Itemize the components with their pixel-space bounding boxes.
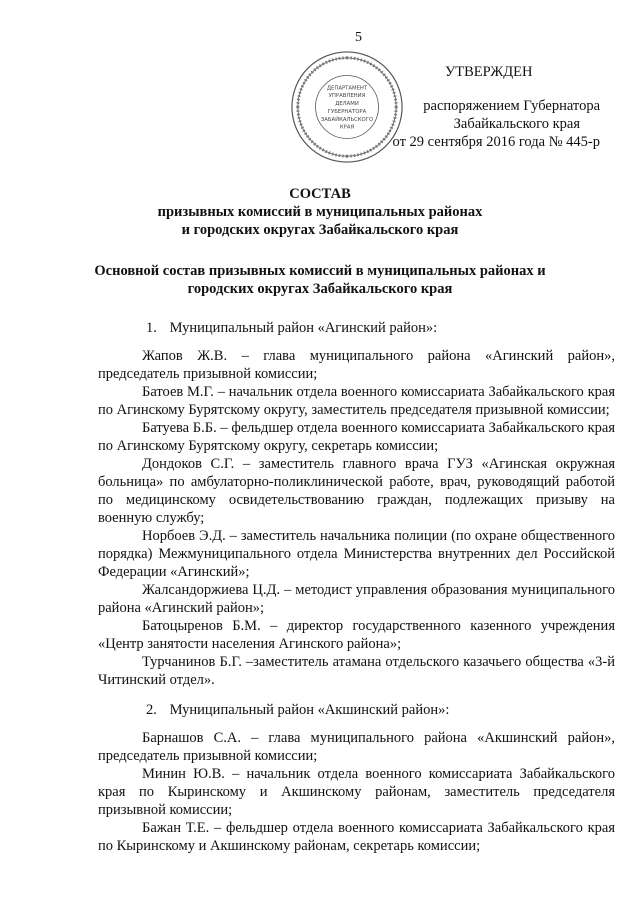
document-subtitle: [60, 262, 580, 298]
section-number: 1.: [146, 320, 157, 336]
stamp-line-1: ДЕПАРТАМЕНТ: [326, 85, 368, 92]
section-heading-1: [98, 319, 615, 337]
section-heading-2: [98, 701, 615, 719]
section-number: 2.: [146, 702, 157, 718]
section-title: Муниципальный район «Агинский район»:: [169, 320, 438, 336]
document-body: [98, 315, 615, 855]
stamp-line-2: УПРАВЛЕНИЯ: [328, 93, 366, 100]
member-item: Батоев М.Г. – начальник отдела военного комиссариата Забайкальского края по Агинскому Бурятскому округу, заместитель председателя призывной комиссии;: [98, 384, 615, 418]
stamp-line-4: ГУБЕРНАТОРА: [327, 108, 367, 115]
stamp-line-5: ЗАБАЙКАЛЬСКОГО: [320, 116, 374, 123]
approval-line-3: от 29 сентября 2016 года № 445-р: [392, 134, 600, 150]
approval-line-2: Забайкальского края: [453, 116, 580, 132]
member-item: Барнашов С.А. – глава муниципального района «Акшинский район», председатель призывной комиссии;: [98, 730, 615, 764]
title-line-2: призывных комиссий в муниципальных районах: [157, 204, 483, 220]
title-line-1: СОСТАВ: [289, 186, 351, 202]
member-item: Норбоев Э.Д. – заместитель начальника полиции (по охране общественного порядка) Межмуниципального отдела Министерства внутренних дел Российской Федерации «Агинский»;: [98, 528, 615, 580]
subtitle-line-2: городских округах Забайкальского края: [187, 281, 453, 297]
member-item: Батоцыренов Б.М. – директор государственного казенного учреждения «Центр занятости населения Агинского района»;: [98, 618, 615, 652]
document-title: [60, 185, 580, 239]
member-item: Бажан Т.Е. – фельдшер отдела военного комиссариата Забайкальского края по Кыринскому и Акшинскому районам, секретарь комиссии;: [98, 820, 615, 854]
section-title: Муниципальный район «Акшинский район»:: [169, 702, 450, 718]
approval-title: УТВЕРЖДЕН: [445, 64, 533, 80]
stamp-line-3: ДЕЛАМИ: [335, 101, 359, 108]
member-item: Турчанинов Б.Г. –заместитель атамана отдельского казачьего общества «3-й Читинский отдел».: [98, 654, 615, 688]
member-item: Жапов Ж.В. – глава муниципального района «Агинский район», председатель призывной комиссии;: [98, 348, 615, 382]
page-number: 5: [355, 30, 362, 45]
official-stamp-seal: [288, 48, 406, 166]
approval-line-1: распоряжением Губернатора: [423, 98, 600, 114]
member-item: Дондоков С.Г. – заместитель главного врача ГУЗ «Агинская окружная больница» по амбулаторно-поликлинической работе, врач, руководящий работой по медицинскому освидетельствованию граждан, подлежащих призыву на военную службу;: [98, 456, 615, 526]
member-item: Батуева Б.Б. – фельдшер отдела военного комиссариата Забайкальского края по Агинскому Бурятскому округу, секретарь комиссии;: [98, 420, 615, 454]
member-item: Минин Ю.В. – начальник отдела военного комиссариата Забайкальского края по Кыринскому и Акшинскому районам, заместитель председателя призывной комиссии;: [98, 766, 615, 818]
subtitle-line-1: Основной состав призывных комиссий в муниципальных районах и: [94, 263, 546, 279]
stamp-line-6: КРАЯ: [339, 124, 355, 131]
member-item: Жалсандоржиева Ц.Д. – методист управления образования муниципального района «Агинский район»;: [98, 582, 615, 616]
title-line-3: и городских округах Забайкальского края: [181, 222, 459, 238]
